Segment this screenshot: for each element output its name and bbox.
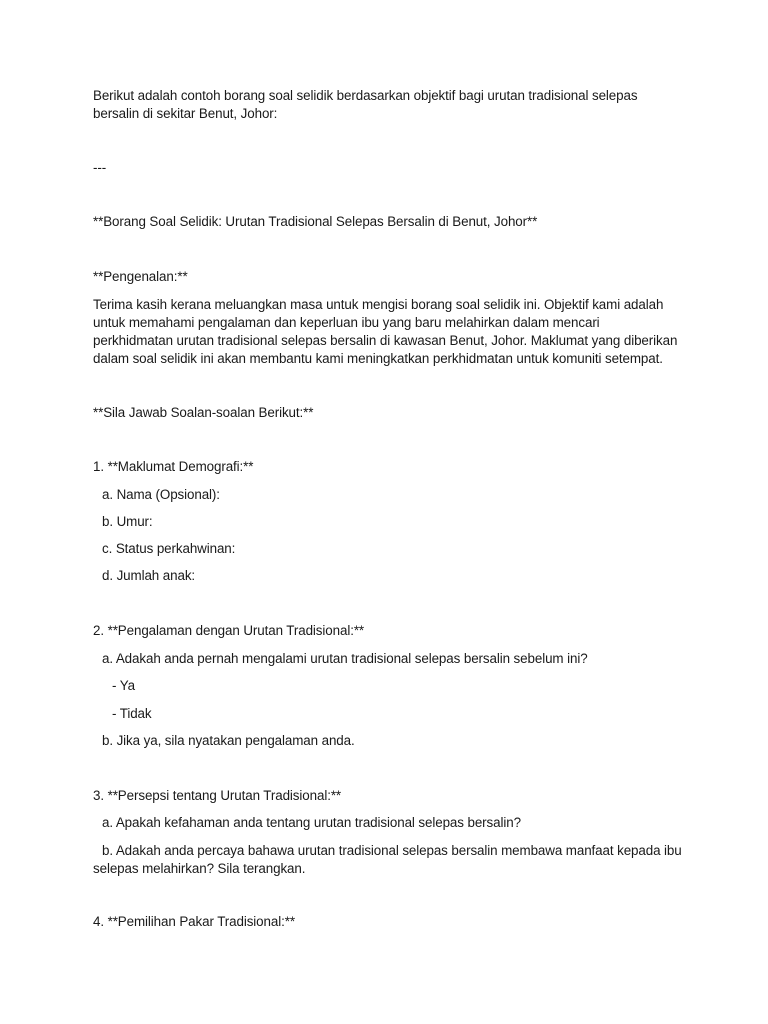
section-3-question-b-line-2: selepas melahirkan? Sila terangkan.	[93, 861, 306, 876]
demografi-status: c. Status perkahwinan:	[102, 541, 236, 556]
pengenalan-line-2: untuk memahami pengalaman dan keperluan ibu yang baru melahirkan dalam mencari	[93, 315, 600, 330]
intro-line-2: bersalin di sekitar Benut, Johor:	[93, 106, 278, 121]
section-2-question-b: b. Jika ya, sila nyatakan pengalaman anda.	[102, 733, 355, 748]
section-2-heading: 2. **Pengalaman dengan Urutan Tradisional:**	[93, 623, 365, 638]
section-3-question-b-line-1: b. Adakah anda percaya bahawa urutan tradisional selepas bersalin membawa manfaat kepada ibu	[102, 843, 682, 858]
section-1-heading: 1. **Maklumat Demografi:**	[93, 459, 254, 474]
option-ya: - Ya	[112, 678, 135, 693]
section-4-heading: 4. **Pemilihan Pakar Tradisional:**	[93, 914, 295, 929]
demografi-anak: d. Jumlah anak:	[102, 568, 196, 583]
section-2-question-a: a. Adakah anda pernah mengalami urutan tradisional selepas bersalin sebelum ini?	[102, 651, 588, 666]
instruction: **Sila Jawab Soalan-soalan Berikut:**	[93, 405, 314, 420]
pengenalan-line-1: Terima kasih kerana meluangkan masa untuk mengisi borang soal selidik ini. Objektif kami adalah	[93, 297, 664, 312]
divider: ---	[93, 160, 107, 175]
section-3-heading: 3. **Persepsi tentang Urutan Tradisional:**	[93, 788, 342, 803]
pengenalan-heading: **Pengenalan:**	[93, 269, 188, 284]
demografi-umur: b. Umur:	[102, 514, 153, 529]
option-tidak: - Tidak	[112, 706, 152, 721]
intro-line-1: Berikut adalah contoh borang soal selidik berdasarkan objektif bagi urutan tradisional selepas	[93, 88, 638, 103]
section-3-question-a: a. Apakah kefahaman anda tentang urutan tradisional selepas bersalin?	[102, 815, 521, 830]
pengenalan-line-4: dalam soal selidik ini akan membantu kami meningkatkan perkhidmatan untuk komuniti setempat.	[93, 351, 663, 366]
pengenalan-line-3: perkhidmatan urutan tradisional selepas bersalin di kawasan Benut, Johor. Maklumat yang diberikan	[93, 333, 678, 348]
form-title: **Borang Soal Selidik: Urutan Tradisional Selepas Bersalin di Benut, Johor**	[93, 214, 538, 229]
demografi-nama: a. Nama (Opsional):	[102, 487, 220, 502]
